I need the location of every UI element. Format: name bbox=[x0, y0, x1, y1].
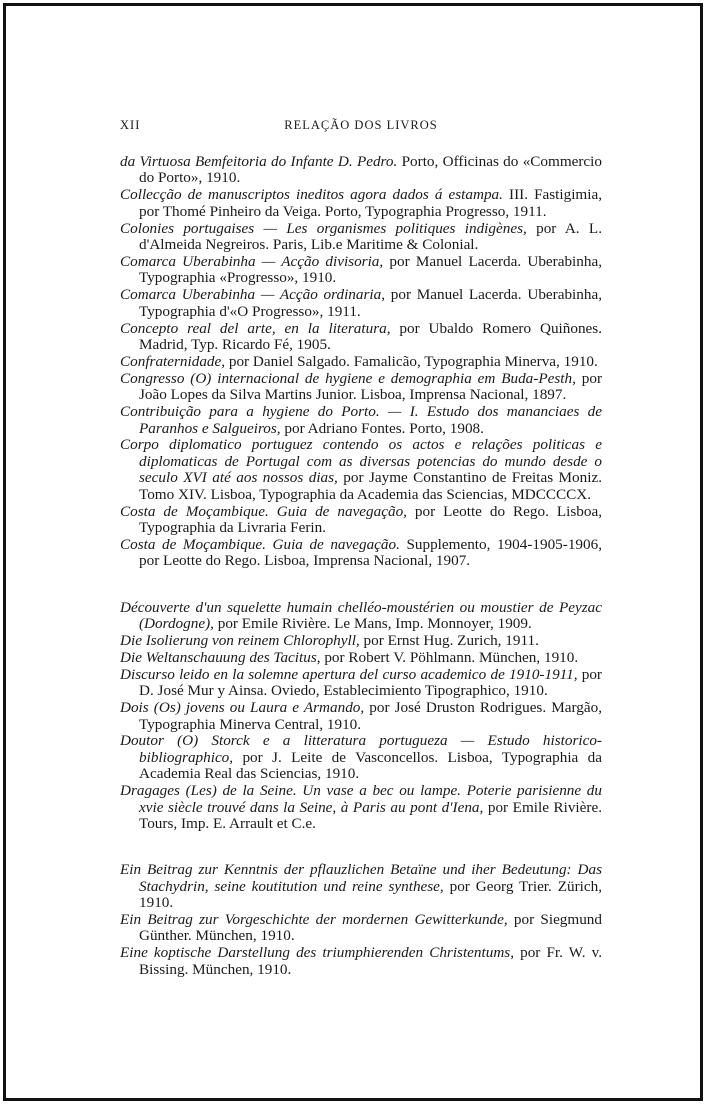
bibliography-entry bbox=[120, 221, 602, 254]
entry-details: por Ernst Hug. Zurich, 1911. bbox=[359, 631, 539, 649]
entry-details: por Manuel Lacerda. Uberabinha, Typographia «Progresso», 1910. bbox=[139, 252, 602, 287]
entry-details: por Daniel Salgado. Famalicão, Typographia Minerva, 1910. bbox=[225, 352, 598, 370]
bibliography-entry bbox=[120, 504, 602, 537]
entry-details: por Manuel Lacerda. Uberabinha, Typographia d'«O Progresso», 1911. bbox=[139, 286, 602, 320]
entry-details: por Ubaldo Romero Quiñones. Madrid, Typ. Ricardo Fé, 1905. bbox=[139, 319, 602, 353]
entry-title: Costa de Moçambique. Guia de navegação, bbox=[120, 502, 407, 520]
entry-title: da Virtuosa Bemfeitoria do Infante D. Pedro. bbox=[120, 153, 398, 170]
entry-title: Congresso (O) internacional de hygiene e demographia em Buda-Pesth, bbox=[120, 369, 576, 387]
entry-details: por D. José Mur y Ainsa. Oviedo, Establecimiento Tipographico, 1910. bbox=[139, 665, 602, 700]
entry-details: por A. L. d'Almeida Negreiros. Paris, Lib.e Maritime & Colonial. bbox=[139, 219, 602, 254]
entry-title: Concepto real del arte, en la literatura, bbox=[120, 319, 391, 337]
bibliography-entry bbox=[120, 700, 602, 733]
entry-title: Costa de Moçambique. Guia de navegação. bbox=[120, 535, 400, 553]
page-number: XII bbox=[120, 118, 141, 132]
entry-details: Supplemento, 1904-1905-1906, por Leotte do Rego. Lisboa, Imprensa Nacional, 1907. bbox=[139, 535, 602, 570]
bibliography-entry bbox=[120, 537, 602, 570]
bibliography-entry bbox=[120, 783, 602, 832]
entry-details: por Robert V. Pöhlmann. München, 1910. bbox=[320, 648, 579, 666]
entry-details: por João Lopes da Silva Martins Junior. Lisboa, Imprensa Nacional, 1897. bbox=[139, 369, 602, 404]
entry-title: Doutor (O) Storck e a litteratura portugueza — Estudo historico-bibliographico, bbox=[120, 732, 602, 766]
bibliography-entry bbox=[120, 945, 602, 978]
bibliography-entry bbox=[120, 600, 602, 633]
entry-details: por Leotte do Rego. Lisboa, Typographia da Livraria Ferin. bbox=[139, 502, 602, 536]
entry-title: Ein Beitrag zur Kenntnis der pflauzlichen Betaïne und iher Bedeutung: Das Stachydrin, seine koutitution und reine synthese, bbox=[120, 861, 602, 895]
entry-title: Corpo diplomatico portuguez contendo os actos e relações politicas e diplomaticas de Portugal com as diversas potencias do mundo desde o seculo XVI até aos nossos dias, bbox=[120, 436, 602, 487]
bibliography-entry bbox=[120, 650, 602, 666]
bibliography-entry bbox=[120, 404, 602, 437]
entry-details: III. Fastigimia, por Thomé Pinheiro da Veiga. Porto, Typographia Progresso, 1911. bbox=[139, 186, 602, 220]
entry-title: Ein Beitrag zur Vorgeschichte der mordernen Gewitterkunde, bbox=[120, 911, 508, 929]
bibliography-entry bbox=[120, 354, 602, 370]
entry-title: Die Isolierung von reinem Chlorophyll, bbox=[120, 631, 360, 649]
entries-section-c bbox=[120, 154, 602, 570]
entry-title: Dois (Os) jovens ou Laura e Armando, bbox=[120, 699, 365, 717]
entry-details: por Adriano Fontes. Porto, 1908. bbox=[280, 419, 484, 437]
entry-title: Contribuição para a hygiene do Porto. — I. Estudo dos mananciaes de Paranhos e Salgueiros, bbox=[120, 403, 602, 437]
bibliography-entry bbox=[120, 633, 602, 649]
entry-details: por Georg Trier. Zürich, 1910. bbox=[139, 877, 602, 912]
entries-section-d bbox=[120, 600, 602, 833]
running-header bbox=[120, 118, 602, 140]
bibliography-entry bbox=[120, 437, 602, 503]
entry-details: por Emile Rivière. Le Mans, Imp. Monnoyer, 1909. bbox=[213, 615, 532, 633]
bibliography-entry bbox=[120, 912, 602, 945]
entry-title: Colonies portugaises — Les organismes politiques indigènes, bbox=[120, 219, 527, 237]
book-page bbox=[120, 118, 602, 979]
entry-title: Dragages (Les) de la Seine. Un vase a bec ou lampe. Poterie parisienne du xvie siècle trouvé dans la Seine, à Paris au pont d'Iena, bbox=[120, 782, 602, 816]
bibliography-entry bbox=[120, 287, 602, 320]
bibliography-entry bbox=[120, 371, 602, 404]
running-title: RELAÇÃO DOS LIVROS bbox=[284, 118, 438, 132]
entries-section-e bbox=[120, 862, 602, 978]
entry-details: por Jayme Constantino de Freitas Moniz. Tomo XIV. Lisboa, Typographia da Academia das Sciencias, MDCCCCX. bbox=[139, 469, 602, 503]
entry-title: Comarca Uberabinha — Acção ordinaria, bbox=[120, 286, 386, 304]
bibliography-entry bbox=[120, 321, 602, 354]
entry-title: Confraternidade, bbox=[120, 352, 226, 370]
entry-details: por Siegmund Günther. München, 1910. bbox=[139, 911, 602, 945]
bibliography-entry bbox=[120, 862, 602, 911]
entry-title: Collecção de manuscriptos ineditos agora dados á estampa. bbox=[120, 186, 503, 204]
entry-details: Porto, Officinas do «Commercio do Porto», 1910. bbox=[139, 153, 602, 187]
bibliography-entry bbox=[120, 154, 602, 187]
entry-details: por Fr. W. v. Bissing. München, 1910. bbox=[139, 944, 602, 978]
entry-title: Die Weltanschauung des Tacitus, bbox=[120, 648, 321, 666]
bibliography-entry bbox=[120, 187, 602, 220]
entry-details: por J. Leite de Vasconcellos. Lisboa, Typographia da Academia Real das Sciencias, 1910. bbox=[139, 748, 602, 783]
bibliography-entry bbox=[120, 254, 602, 287]
entry-title: Découverte d'un squelette humain chelléo-moustérien ou moustier de Peyzac (Dordogne), bbox=[120, 598, 602, 633]
entry-details: por José Druston Rodrigues. Margão, Typographia Minerva Central, 1910. bbox=[139, 699, 602, 733]
entry-title: Comarca Uberabinha — Acção divisoria, bbox=[120, 252, 384, 270]
bibliography-entry bbox=[120, 667, 602, 700]
entry-title: Eine koptische Darstellung des triumphierenden Christentums, bbox=[120, 944, 514, 962]
bibliography-entry bbox=[120, 733, 602, 782]
entry-details: por Emile Rivière. Tours, Imp. E. Arrault et C.e. bbox=[139, 798, 602, 832]
entry-title: Discurso leido en la solemne apertura del curso academico de 1910-1911, bbox=[120, 665, 578, 683]
